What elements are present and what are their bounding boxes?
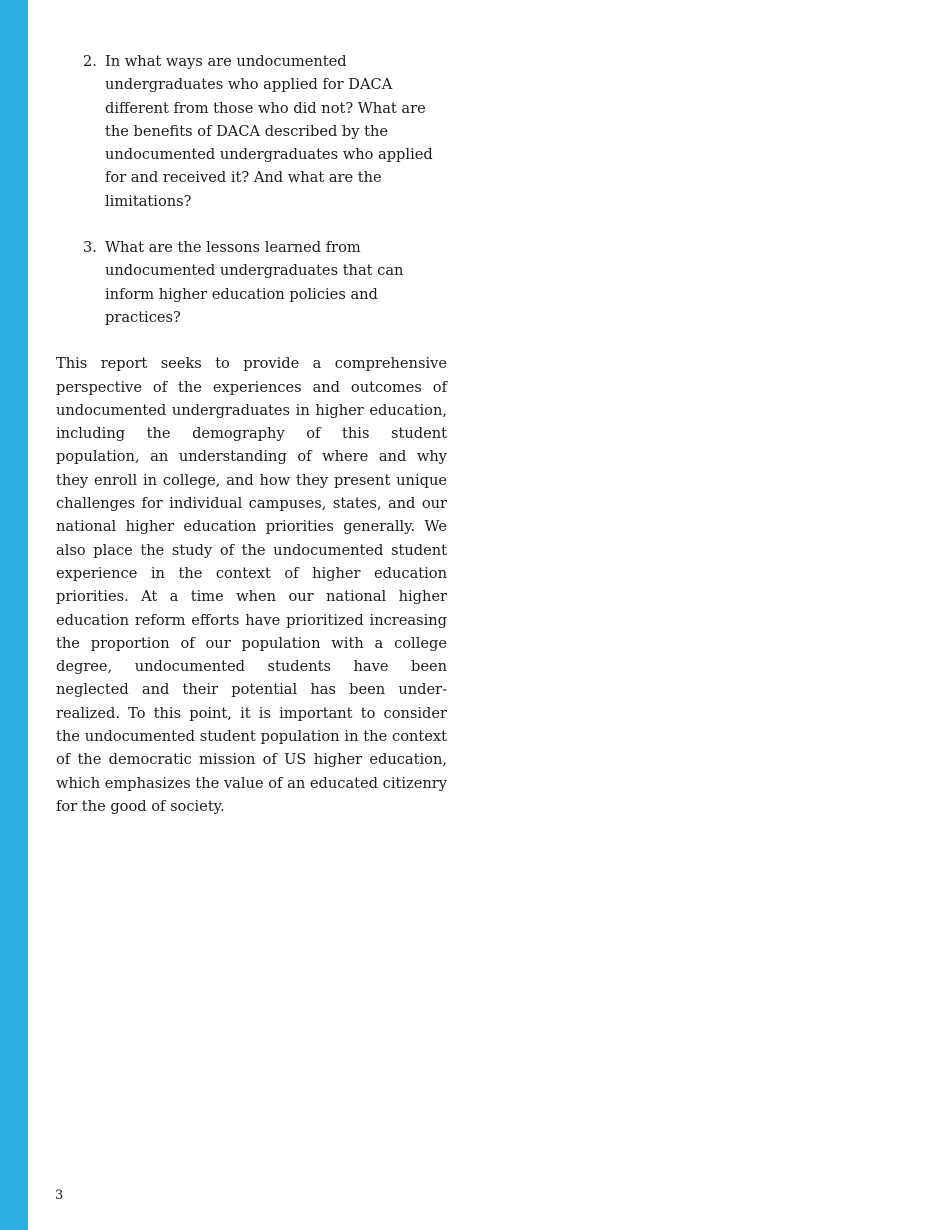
page-number: 3	[55, 1188, 64, 1203]
question-text: In what ways are undocumented undergraduates who applied for DACA different from those who did not? What are the benefits of DACA described by the undocumented undergraduates who applied for and received it? And what are the limitations?	[105, 53, 433, 210]
research-question-item	[56, 50, 447, 213]
question-text: What are the lessons learned from undocumented undergraduates that can inform higher education policies and practices?	[105, 239, 404, 326]
research-question-item	[56, 236, 447, 329]
body-paragraph: This report seeks to provide a comprehensive perspective of the experiences and outcomes of undocumented undergraduates in higher education, including the demography of this student population, an understanding of where and why they enroll in college, and how they present unique challenges for individual campuses, states, and our national higher education priorities generally. We also place the study of the undocumented student experience in the context of higher education priorities. At a time when our national higher education reform efforts have prioritized increasing the proportion of our population with a college degree, undocumented students have been neglected and their potential has been under-realized. To this point, it is important to consider the undocumented student population in the context of the democratic mission of US higher education, which emphasizes the value of an educated citizenry for the good of society.	[56, 355, 447, 815]
page-content	[56, 50, 447, 818]
side-color-bar	[0, 0, 28, 1230]
research-questions-list	[56, 50, 447, 329]
question-number: 2.	[83, 53, 97, 70]
question-number: 3.	[83, 239, 97, 257]
